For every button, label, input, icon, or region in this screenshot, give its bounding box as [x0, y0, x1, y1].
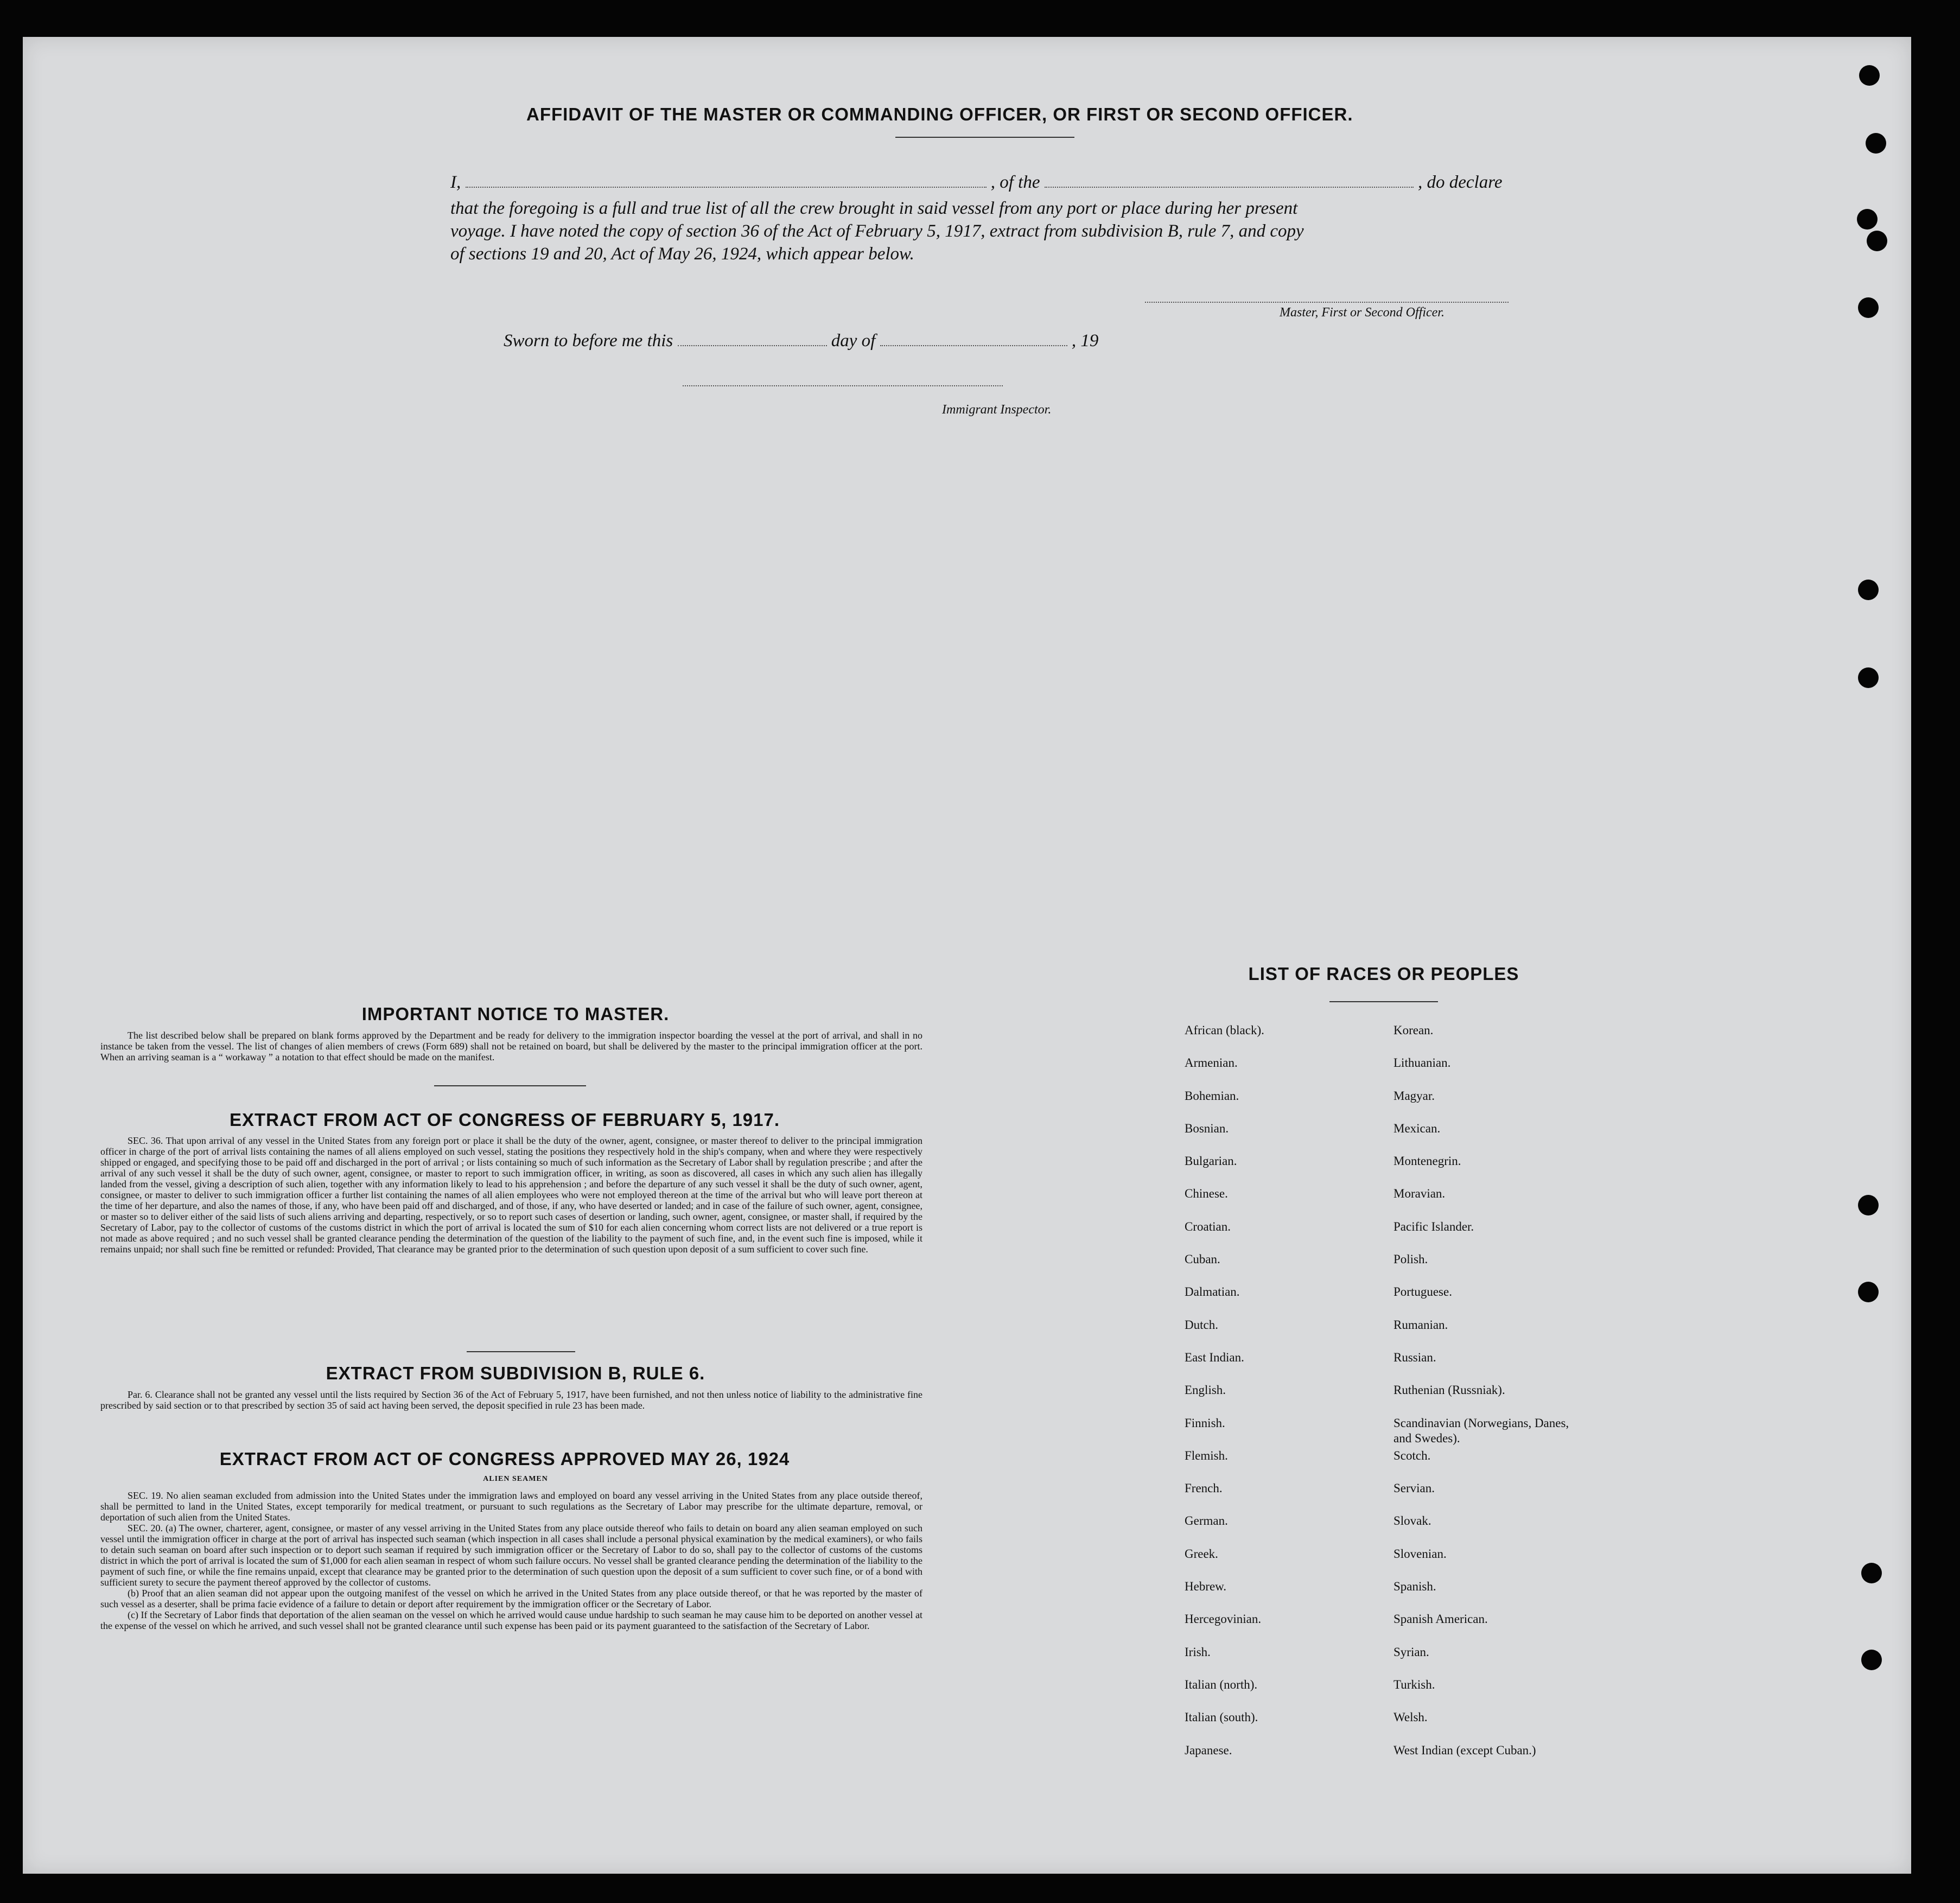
race-item: Syrian.: [1393, 1645, 1429, 1659]
race-item: Bulgarian.: [1185, 1154, 1237, 1168]
sworn-month-blank: [880, 345, 1067, 346]
race-item: Rumanian.: [1393, 1318, 1448, 1332]
race-item: Russian.: [1393, 1350, 1436, 1364]
race-item: Croatian.: [1185, 1219, 1231, 1233]
race-item: Hebrew.: [1185, 1580, 1227, 1594]
inspector-signature-label: Immigrant Inspector.: [942, 403, 1052, 417]
act-1924-sec20b: (b) Proof that an alien seaman did not appear upon the outgoing manifest of the vessel on which he arrived in the United States from any place outside thereof, or that he was reported by the master of such vessel as a deserter, shall be prima facie evidence of a failure to detain or deport after requirement by the immigration officer or the Secretary of Labor.: [100, 1588, 922, 1609]
race-item: Polish.: [1393, 1252, 1428, 1266]
binder-hole: [1858, 1195, 1879, 1215]
notice-text: [100, 1030, 922, 1062]
master-signature-label: Master, First or Second Officer.: [1280, 306, 1444, 320]
do-declare-text: , do declare: [1417, 173, 1503, 192]
race-item: West Indian (except Cuban.): [1393, 1743, 1536, 1757]
race-item: Dalmatian.: [1185, 1285, 1240, 1299]
races-title-divider: [1329, 1001, 1438, 1002]
of-the-text: , of the: [990, 173, 1040, 192]
sworn-text: Sworn to before me this: [504, 331, 673, 351]
race-item: Italian (south).: [1185, 1710, 1258, 1724]
act-1917-sec36: SEC. 36. That upon arrival of any vessel in the United States from any foreign port or place it shall be the duty of the owner, agent, consignee, or master thereof to deliver to the principal immigration officer in charge of the port of arrival lists containing the names of all aliens employed on such vessel, stating the positions they respectively hold in the ship's company, when and where they were respectively shipped or engaged, and specifying those to be paid off and discharged in the port of arrival ; or lists containing so much of such information as the Secretary of Labor shall by regulation prescribe ; and after the arrival of any such vessel it shall be the duty of such owner, agent, consignee, or master to report to such immigration officer, in writing, as soon as discovered, all cases in which any such alien has illegally landed from the vessel, giving a description of such alien, together with any information likely to lead to his apprehension ; and before the departure of any such vessel it shall be the duty of such owner, agent, consignee, or master to deliver to such immigration officer a further list containing the names of all alien employees who were not employed thereon at the time of the arrival but who will leave port thereon at the time of her departure, and also the names of those, if any, who have been paid off and discharged, and of those, if any, who have deserted or landed; and in case of the failure of such owner, agent, consignee, or master so to deliver either of the said lists of such aliens arriving and departing, respectively, or so to report such cases of desertion or landing, such owner, agent, consignee, or master shall, if required by the Secretary of Labor, pay to the collector of customs of the customs district in which the port of arrival is located the sum of $10 for each alien concerning whom correct lists are not delivered or a true report is not made as above required ; and no such vessel shall be granted clearance pending the determination of the question of the liability to the payment of such fine, and, in the event such fine is imposed, while it remains unpaid; nor shall such fine be remitted or refunded: Provided, That clearance may be granted prior to the determination of such question upon deposit of a sum sufficient to cover such fine.: [100, 1135, 922, 1255]
race-item: Bosnian.: [1185, 1121, 1229, 1135]
race-item: Dutch.: [1185, 1318, 1218, 1332]
declarant-prefix: I,: [450, 173, 461, 192]
declaration-line-1: [450, 170, 1519, 194]
race-item: Ruthenian (Russniak).: [1393, 1383, 1505, 1397]
binder-hole: [1861, 1563, 1882, 1583]
act-1924-subtitle: ALIEN SEAMEN: [483, 1475, 548, 1483]
race-item: Slovenian.: [1393, 1546, 1447, 1561]
binder-hole: [1858, 667, 1879, 688]
section-divider: [467, 1351, 575, 1352]
race-item: Magyar.: [1393, 1089, 1435, 1103]
act-1917-title: EXTRACT FROM ACT OF CONGRESS OF FEBRUARY 5, 1917.: [229, 1110, 780, 1130]
race-item: Italian (north).: [1185, 1677, 1258, 1691]
binder-hole: [1858, 297, 1879, 318]
vessel-name-blank: [1045, 187, 1414, 188]
act-1917-text: [100, 1135, 922, 1255]
notice-paragraph: The list described below shall be prepared on blank forms approved by the Department and be ready for delivery to the immigration inspector boarding the vessel at the port of arrival, and shall in no instance be taken from the vessel. The list of changes of alien members of crews (Form 689) shall not be retained on board, but shall be delivered by the master to the principal immigration officer at the port. When an arriving seaman is a “ workaway ” a notation to that effect should be made on the manifest.: [100, 1030, 922, 1062]
race-item: Bohemian.: [1185, 1089, 1239, 1103]
year-prefix: , 19: [1071, 331, 1099, 351]
race-item: Scandinavian (Norwegians, Danes, and Swedes).: [1393, 1416, 1569, 1445]
binder-hole: [1857, 209, 1878, 230]
race-item: Korean.: [1393, 1023, 1434, 1037]
notice-title: IMPORTANT NOTICE TO MASTER.: [361, 1004, 670, 1024]
rule-6-title: EXTRACT FROM SUBDIVISION B, RULE 6.: [326, 1363, 705, 1383]
binder-hole: [1858, 580, 1879, 600]
act-1924-title: EXTRACT FROM ACT OF CONGRESS APPROVED MAY 26, 1924: [219, 1449, 790, 1469]
race-item: Welsh.: [1393, 1710, 1428, 1724]
race-item: German.: [1185, 1514, 1228, 1528]
race-item: Servian.: [1393, 1481, 1435, 1495]
rule-6-text: [100, 1389, 922, 1411]
races-column-2: [1393, 1023, 1621, 1775]
affidavit-title: AFFIDAVIT OF THE MASTER OR COMMANDING OFFICER, OR FIRST OR SECOND OFFICER.: [526, 104, 1353, 124]
race-item: Greek.: [1185, 1546, 1218, 1561]
master-signature-line: [1145, 302, 1509, 303]
race-item: Hercegovinian.: [1185, 1612, 1262, 1626]
race-item: Armenian.: [1185, 1056, 1238, 1070]
race-item: Irish.: [1185, 1645, 1211, 1659]
races-title: LIST OF RACES OR PEOPLES: [1248, 964, 1519, 984]
race-item: Chinese.: [1185, 1187, 1228, 1201]
act-1924-sec20a: SEC. 20. (a) The owner, charterer, agent, consignee, or master of any vessel arriving in the United States from any place outside thereof who fails to detain on board any alien seaman employed on such vessel until the immigration officer in charge at the port of arrival has inspected such seaman (which inspection in all cases shall include a personal physical examination by the medical examiners), or who fails to detain such seaman on board after such inspection or to deport such seaman if required by such immigration officer or the Secretary of Labor to do so, shall pay to the collector of customs of the customs district in which the port of arrival is located the sum of $1,000 for each alien seaman in respect of whom such failure occurs. No vessel shall be granted clearance pending the determination of the liability to the payment of such fine, or while the fine remains unpaid, except that clearance may be granted prior to the determination of such question upon the deposit of a sum sufficient to cover such fine, or of a bond with sufficient surety to secure the payment thereof approved by the collector of customs.: [100, 1523, 923, 1588]
race-item: Lithuanian.: [1393, 1056, 1451, 1070]
race-item: Flemish.: [1185, 1448, 1228, 1462]
act-1924-sec20c: (c) If the Secretary of Labor finds that deportation of the alien seaman on the vessel on which he arrived would cause undue hardship to such seaman he may cause him to be deported on another vessel at the expense of the vessel on which he arrived, and such vessel shall not be granted clearance until such expense has been paid or its payment guaranteed to the satisfaction of the Secretary of Labor.: [100, 1609, 922, 1631]
race-item: Moravian.: [1393, 1187, 1446, 1201]
race-item: English.: [1185, 1383, 1226, 1397]
section-divider: [434, 1085, 586, 1086]
race-item: Pacific Islander.: [1393, 1219, 1474, 1233]
binder-hole: [1867, 231, 1887, 251]
declaration-line-2: that the foregoing is a full and true list of all the crew brought in said vessel from any port or place during her present: [450, 199, 1298, 218]
act-1924-text: [100, 1490, 922, 1631]
race-item: African (black).: [1185, 1023, 1264, 1037]
rule-6-paragraph: Par. 6. Clearance shall not be granted any vessel until the lists required by Section 36 of the Act of February 5, 1917, have been furnished, and not then unless notice of liability to the administrative fine prescribed by said section or to that prescribed by section 35 of said act having been served, the deposit specified in rule 23 has been made.: [100, 1389, 922, 1411]
binder-hole: [1866, 133, 1886, 154]
race-item: Slovak.: [1393, 1514, 1431, 1528]
sworn-day-blank: [678, 345, 827, 346]
race-item: Finnish.: [1185, 1416, 1225, 1430]
race-item: Japanese.: [1185, 1743, 1232, 1757]
race-item: Portuguese.: [1393, 1285, 1452, 1299]
race-item: Montenegrin.: [1393, 1154, 1461, 1168]
race-item: Cuban.: [1185, 1252, 1220, 1266]
binder-hole: [1858, 1282, 1879, 1302]
binder-hole: [1859, 65, 1880, 86]
inspector-signature-line: [683, 385, 1003, 386]
declarant-name-blank: [466, 187, 987, 188]
declaration-line-3: voyage. I have noted the copy of section 36 of the Act of February 5, 1917, extract from subdivision B, rule 7, and copy: [450, 221, 1304, 241]
act-1924-sec19: SEC. 19. No alien seaman excluded from admission into the United States under the immigration laws and employed on board any vessel arriving in the United States from any place outside thereof, shall be permitted to land in the United States, except temporarily for medical treatment, or pursuant to such regulations as the Secretary of Labor may prescribe for the ultimate departure, removal, or deportation of such alien from the United States.: [100, 1490, 922, 1523]
declaration-line-4: of sections 19 and 20, Act of May 26, 1924, which appear below.: [450, 244, 914, 264]
race-item: Scotch.: [1393, 1448, 1431, 1462]
day-of-text: day of: [831, 331, 876, 351]
title-divider: [895, 137, 1074, 138]
race-item: Spanish American.: [1393, 1612, 1488, 1626]
race-item: East Indian.: [1185, 1350, 1244, 1364]
sworn-line: [504, 329, 1209, 353]
race-item: Mexican.: [1393, 1121, 1441, 1135]
race-item: Turkish.: [1393, 1677, 1435, 1691]
race-item: French.: [1185, 1481, 1223, 1495]
race-item: Spanish.: [1393, 1580, 1436, 1594]
binder-hole: [1861, 1650, 1882, 1670]
